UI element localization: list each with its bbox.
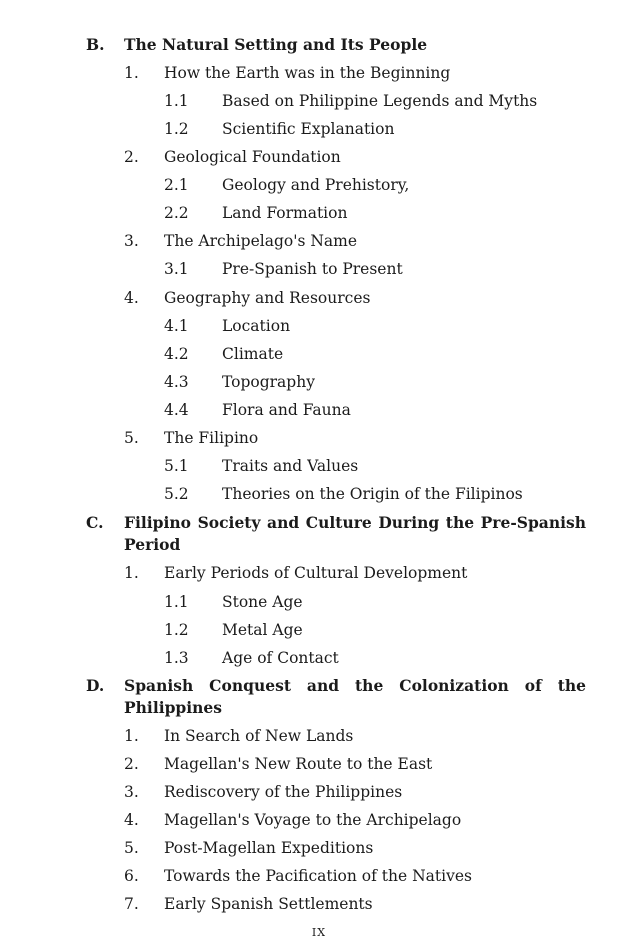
item-text: How the Earth was in the Beginning (164, 64, 451, 82)
subitem-number: 3.1 (164, 260, 189, 278)
subitem-text: Age of Contact (222, 649, 339, 667)
subitem-text: Metal Age (222, 621, 303, 639)
item-number: 1. (124, 64, 139, 82)
item-number: 4. (124, 811, 139, 829)
subitem-number: 1.1 (164, 593, 189, 611)
item-number: 5. (124, 429, 139, 447)
item-number: 6. (124, 867, 139, 885)
subitem-text: Topography (222, 373, 315, 391)
subitem-text: Location (222, 317, 291, 335)
item-number: 2. (124, 755, 139, 773)
section-title: Spanish Conquest and the Colonization of the Philippines (124, 676, 586, 717)
item-number: 3. (124, 232, 139, 250)
item-number: 1. (124, 727, 139, 745)
item-text: Rediscovery of the Philippines (164, 783, 403, 801)
item-number: 2. (124, 148, 139, 166)
subitem-text: Stone Age (222, 593, 303, 611)
subitem-number: 1.3 (164, 649, 189, 667)
section-letter: B. (86, 35, 105, 54)
subitem-number: 1.2 (164, 621, 189, 639)
section-title: The Natural Setting and Its People (124, 35, 428, 54)
item-text: Post-Magellan Expeditions (164, 839, 374, 857)
item-number: 4. (124, 289, 139, 307)
subitem-number: 4.2 (164, 345, 189, 363)
subitem-number: 4.3 (164, 373, 189, 391)
subitem-number: 1.2 (164, 120, 189, 138)
item-text: The Archipelago's Name (164, 232, 358, 250)
item-text: Early Periods of Cultural Development (164, 564, 468, 582)
item-text: Early Spanish Settlements (164, 895, 373, 913)
subitem-number: 4.4 (164, 401, 189, 419)
section-letter: C. (86, 513, 104, 532)
item-text: Geological Foundation (164, 148, 341, 166)
item-text: In Search of New Lands (164, 727, 354, 745)
subitem-text: Based on Philippine Legends and Myths (222, 92, 538, 110)
item-number: 3. (124, 783, 139, 801)
subitem-number: 2.1 (164, 176, 189, 194)
item-text: Geography and Resources (164, 289, 371, 307)
item-number: 7. (124, 895, 139, 913)
subitem-text: Theories on the Origin of the Filipinos (222, 485, 523, 503)
subitem-text: Traits and Values (222, 457, 359, 475)
subitem-number: 4.1 (164, 317, 189, 335)
section-title: Filipino Society and Culture During the Pre-Spanish Period (124, 513, 586, 554)
subitem-text: Flora and Fauna (222, 401, 351, 419)
subitem-text: Pre-Spanish to Present (222, 260, 403, 278)
page-number: IX (311, 926, 327, 939)
item-text: Magellan's Voyage to the Archipelago (164, 811, 462, 829)
subitem-number: 2.2 (164, 204, 189, 222)
subitem-number: 5.1 (164, 457, 189, 475)
item-text: The Filipino (164, 429, 259, 447)
item-text: Magellan's New Route to the East (164, 755, 433, 773)
item-number: 1. (124, 564, 139, 582)
subitem-number: 1.1 (164, 92, 189, 110)
subitem-number: 5.2 (164, 485, 189, 503)
subitem-text: Geology and Prehistory, (222, 176, 410, 194)
subitem-text: Land Formation (222, 204, 348, 222)
subitem-text: Climate (222, 345, 284, 363)
subitem-text: Scientific Explanation (222, 120, 395, 138)
item-text: Towards the Pacification of the Natives (164, 867, 472, 885)
item-number: 5. (124, 839, 139, 857)
section-letter: D. (86, 676, 105, 695)
